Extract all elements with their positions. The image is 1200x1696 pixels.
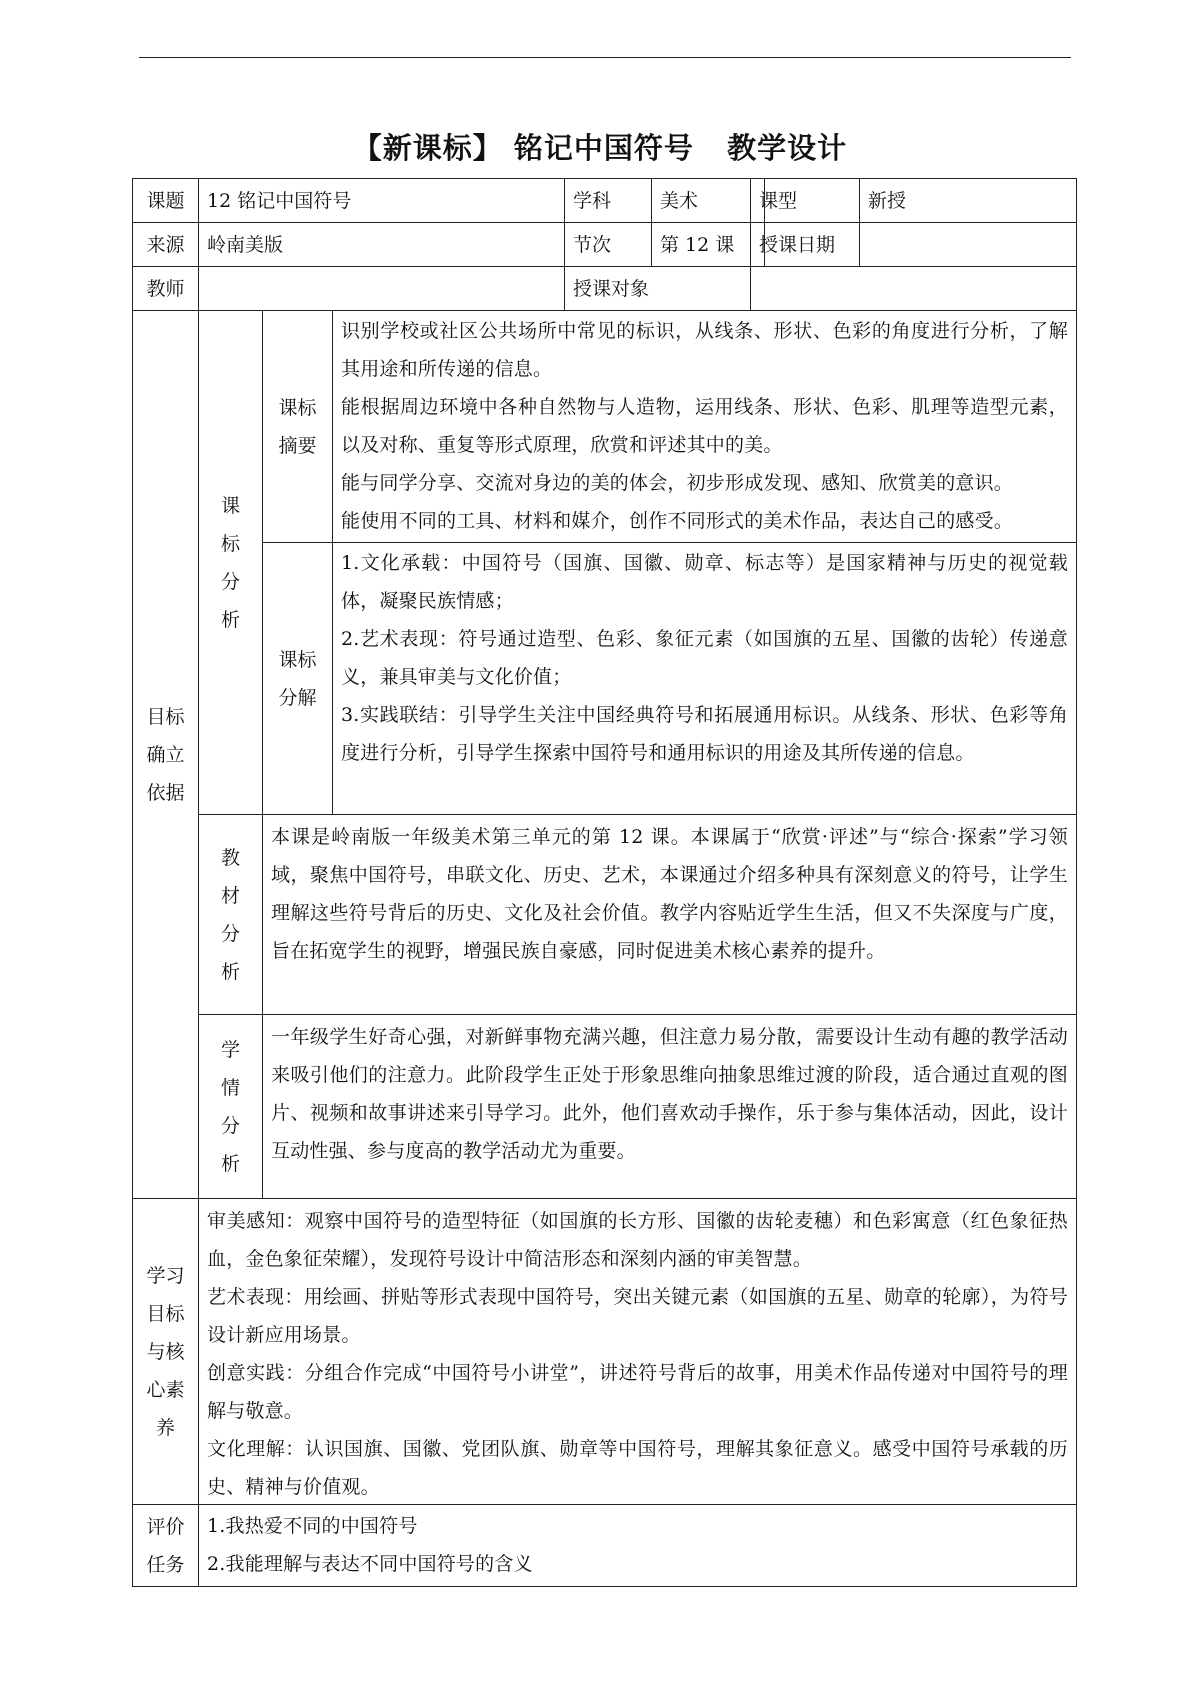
evaluation-item: 2.我能理解与表达不同中国符号的含义 xyxy=(207,1553,533,1575)
date-value xyxy=(859,222,1077,267)
objectives-label: 学习 目标 与核 心素 养 xyxy=(132,1198,199,1505)
objective-item: 创意实践：分组合作完成“中国符号小讲堂”，讲述符号背后的故事，用美术作品传递对中国符号的理解与敬意。 xyxy=(207,1362,1068,1422)
breakdown-para: 1.文化承载：中国符号（国旗、国徽、勋章、标志等）是国家精神与历史的视觉载体，凝聚民族情感； xyxy=(341,552,1068,612)
objectives-text xyxy=(198,1198,1077,1505)
topic-value: 12 铭记中国符号 xyxy=(198,178,565,223)
lesson-plan-grid xyxy=(132,178,1076,1588)
topic-label: 课题 xyxy=(132,178,199,223)
type-label: 课型 xyxy=(750,178,860,223)
summary-para: 能根据周边环境中各种自然物与人造物，运用线条、形状、色彩、肌理等造型元素，以及对称、重复等形式原理，欣赏和评述其中的美。 xyxy=(341,396,1068,456)
evaluation-text xyxy=(198,1504,1077,1587)
basis-label: 目标 确立 依据 xyxy=(132,310,199,1199)
audience-label: 授课对象 xyxy=(564,266,751,311)
textbook-label: 教 材 分 析 xyxy=(198,814,263,1015)
period-label: 节次 xyxy=(564,222,652,267)
subject-value: 美术 xyxy=(651,178,765,223)
summary-para: 能使用不同的工具、材料和媒介，创作不同形式的美术作品，表达自己的感受。 xyxy=(341,510,1014,532)
evaluation-item: 1.我热爱不同的中国符号 xyxy=(207,1515,418,1537)
breakdown-label: 课标 分解 xyxy=(262,542,333,815)
summary-para: 识别学校或社区公共场所中常见的标识，从线条、形状、色彩的角度进行分析，了解其用途和所传递的信息。 xyxy=(341,320,1068,380)
source-label: 来源 xyxy=(132,222,199,267)
textbook-text: 本课是岭南版一年级美术第三单元的第 12 课。本课属于“欣赏·评述”与“综合·探索”学习领域，聚焦中国符号，串联文化、历史、艺术，本课通过介绍多种具有深刻意义的符号，让学生理解这些符号背后的历史、文化及社会价值。教学内容贴近学生生活，但又不失深度与广度，旨在拓宽学生的视野，增强民族自豪感，同时促进美术核心素养的提升。 xyxy=(262,814,1077,1015)
learners-text: 一年级学生好奇心强，对新鲜事物充满兴趣，但注意力易分散，需要设计生动有趣的教学活动来吸引他们的注意力。此阶段学生正处于形象思维向抽象思维过渡的阶段，适合通过直观的图片、视频和故事讲述来引导学习。此外，他们喜欢动手操作，乐于参与集体活动，因此，设计互动性强、参与度高的教学活动尤为重要。 xyxy=(262,1014,1077,1199)
evaluation-label: 评价 任务 xyxy=(132,1504,199,1587)
teacher-label: 教师 xyxy=(132,266,199,311)
subject-label: 学科 xyxy=(564,178,652,223)
objective-item: 艺术表现：用绘画、拼贴等形式表现中国符号，突出关键元素（如国旗的五星、勋章的轮廓），为符号设计新应用场景。 xyxy=(207,1286,1068,1346)
learners-label: 学 情 分 析 xyxy=(198,1014,263,1199)
type-value: 新授 xyxy=(859,178,1077,223)
source-value: 岭南美版 xyxy=(198,222,565,267)
document-title: 【新课标】 铭记中国符号 教学设计 xyxy=(352,131,848,165)
summary-label: 课标 摘要 xyxy=(262,310,333,543)
objective-item: 文化理解：认识国旗、国徽、党团队旗、勋章等中国符号，理解其象征意义。感受中国符号承载的历史、精神与价值观。 xyxy=(207,1438,1068,1498)
breakdown-para: 2.艺术表现：符号通过造型、色彩、象征元素（如国旗的五星、国徽的齿轮）传递意义，兼具审美与文化价值； xyxy=(341,628,1068,688)
breakdown-para: 3.实践联结：引导学生关注中国经典符号和拓展通用标识。从线条、形状、色彩等角度进行分析，引导学生探索中国符号和通用标识的用途及其所传递的信息。 xyxy=(341,704,1068,764)
objective-item: 审美感知：观察中国符号的造型特征（如国旗的长方形、国徽的齿轮麦穗）和色彩寓意（红色象征热血，金色象征荣耀），发现符号设计中简洁形态和深刻内涵的审美智慧。 xyxy=(207,1210,1068,1270)
standards-label: 课 标 分 析 xyxy=(198,310,263,815)
teacher-value xyxy=(198,266,565,311)
date-label: 授课日期 xyxy=(750,222,860,267)
audience-value xyxy=(750,266,1077,311)
header-rule xyxy=(139,57,1071,58)
summary-text xyxy=(332,310,1077,543)
breakdown-text xyxy=(332,542,1077,815)
summary-para: 能与同学分享、交流对身边的美的体会，初步形成发现、感知、欣赏美的意识。 xyxy=(341,472,1014,494)
period-value: 第 12 课 xyxy=(651,222,765,267)
